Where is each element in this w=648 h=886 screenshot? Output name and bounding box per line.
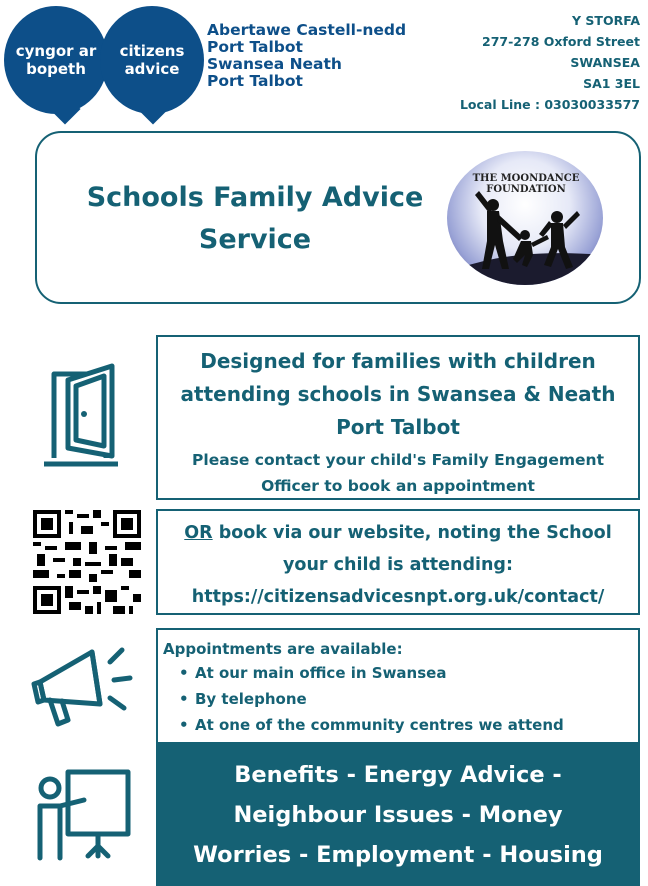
logo-tail [49, 93, 80, 124]
megaphone-icon [30, 640, 134, 732]
list-item: • At our main office in Swansea [179, 660, 638, 686]
list-item: • At one of the community centres we attend [179, 712, 638, 738]
presentation-icon [34, 766, 134, 862]
page-title [55, 177, 455, 261]
branch-line1: Abertawe Castell-nedd [207, 21, 407, 39]
branch-line3: Swansea Neath [207, 55, 342, 73]
logo-citizens-advice [100, 6, 204, 114]
or-emphasis: OR [184, 523, 213, 543]
appointments-list [179, 660, 638, 738]
logo-tail [137, 93, 168, 124]
branch-name [207, 22, 406, 90]
address-line4: SA1 3EL [583, 76, 640, 91]
advice-topics-banner [156, 744, 640, 886]
address-line2: 277-278 Oxford Street [482, 34, 640, 49]
logo-cyngor-ar-bopeth [4, 6, 108, 114]
moondance-wordmark [471, 173, 581, 195]
logo-welsh-line1: cyngor ar [15, 42, 97, 60]
title-line2: Service [198, 224, 312, 255]
hero-box [35, 131, 641, 304]
phone-number: Local Line : 03030033577 [459, 97, 640, 112]
address-line3: SWANSEA [570, 55, 640, 70]
branch-line2: Port Talbot [207, 38, 303, 56]
logo-welsh-line2: bopeth [26, 60, 86, 78]
logo-english-line1: citizens [119, 42, 185, 60]
eligibility-line3: Port Talbot [336, 415, 460, 439]
partner-line2: FOUNDATION [486, 184, 566, 195]
list-item: • By telephone [179, 686, 638, 712]
website-text-line1: book via our website, noting the School [212, 523, 612, 543]
contact-note-line2: Officer to book an appointment [261, 477, 535, 495]
office-address [460, 10, 640, 115]
moondance-foundation-logo [447, 151, 603, 285]
qr-code [33, 510, 141, 614]
partner-line1: THE MOONDANCE [472, 173, 580, 184]
eligibility-line2: attending schools in Swansea & Neath [180, 382, 616, 406]
appointments-panel [156, 628, 640, 744]
website-booking-panel [156, 509, 640, 615]
topics-line3: Worries - Employment - Housing [193, 842, 603, 868]
contact-note-line1: Please contact your child's Family Engagement [192, 451, 604, 469]
eligibility-line1: Designed for families with children [200, 349, 596, 373]
appointments-heading: Appointments are available: [163, 640, 403, 658]
topics-line2: Neighbour Issues - Money [233, 802, 563, 828]
dancing-family-icon [447, 151, 603, 285]
address-line1: Y STORFA [572, 13, 640, 28]
title-line1: Schools Family Advice [86, 182, 424, 213]
branch-line4: Port Talbot [207, 72, 303, 90]
logo-english-line2: advice [124, 60, 180, 78]
website-text-line2: your child is attending: [283, 555, 513, 575]
topics-line1: Benefits - Energy Advice - [234, 762, 562, 788]
contact-url-link[interactable]: https://citizensadvicesnpt.org.uk/contact/ [191, 587, 605, 607]
website-line1 [158, 517, 638, 549]
eligibility-panel [156, 335, 640, 500]
door-icon [40, 360, 122, 468]
